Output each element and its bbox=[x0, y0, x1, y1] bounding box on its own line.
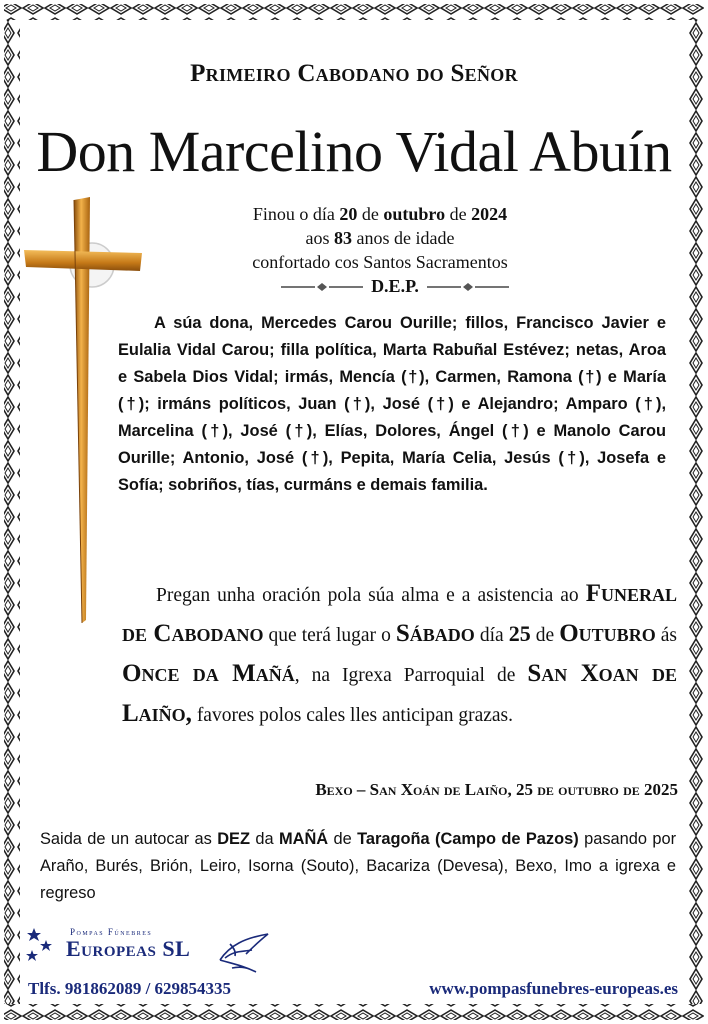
invitation-paragraph bbox=[122, 575, 677, 735]
family-paragraph: A súa dona, Mercedes Carou Ourille; fillos, Francisco Javier e Eulalia Vidal Carou; filla política, Marta Rabuñal Estévez; netas, Aroa e Sabela Dios Vidal; irmás, Mencía (†), Carmen, Ramona (†) e María (†); irmáns políticos, Juan (†), José (†) e Alejandro; Amparo (†), Marcelina (†), José (†), Elías, Dolores, Ángel (†) e Manolo Carou Ourille; Antonio, José (†), Pepita, María Celia, Jesús (†), Josefa e Sofía; sobriños, tías, curmáns e demais familia. bbox=[118, 314, 666, 494]
place-date: Bexo – San Xoán de Laiño, 25 de outubro de 2025 bbox=[315, 780, 678, 799]
event-month: Outubro bbox=[559, 620, 656, 647]
bus-paragraph bbox=[40, 826, 676, 907]
dep-label: D.E.P. bbox=[371, 276, 419, 296]
event-weekday: Sábado bbox=[395, 620, 475, 647]
text-fragment: de bbox=[530, 625, 560, 646]
text-fragment: de bbox=[357, 204, 384, 224]
death-info bbox=[200, 202, 560, 274]
text-fragment: Finou o día bbox=[252, 204, 340, 224]
text-fragment: favores polos cales lles anticipan grazas. bbox=[191, 705, 514, 726]
bus-origin: Taragoña (Campo de Pazos) bbox=[357, 830, 579, 848]
text-fragment: día bbox=[474, 625, 509, 646]
ornament-right-icon bbox=[427, 280, 509, 294]
text-fragment: aos bbox=[305, 228, 335, 248]
text-fragment: que terá lugar o bbox=[263, 625, 396, 646]
age-number: 83 bbox=[334, 228, 353, 248]
text-fragment: anos de idade bbox=[352, 228, 455, 248]
death-month: outubro bbox=[383, 204, 446, 224]
sacraments-line: confortado cos Santos Sacramentos bbox=[252, 252, 508, 272]
text-fragment: da bbox=[249, 830, 279, 848]
text-fragment: pasando por Araño, Burés, Brión, Leiro, Isorna (Souto), Bacariza (Devesa), Bexo, Imo a igrexa e regreso bbox=[40, 830, 677, 902]
death-day: 20 bbox=[339, 204, 358, 224]
deceased-name: Don Marcelino Vidal Abuín bbox=[36, 119, 672, 184]
death-year: 2024 bbox=[471, 204, 508, 224]
text-fragment: Saida de un autocar as bbox=[40, 830, 218, 848]
event-name: Funeral de Cabodano bbox=[122, 580, 677, 647]
church-name: San Xoan de Laiño, bbox=[122, 660, 678, 727]
dep-line bbox=[270, 276, 520, 297]
logo-small-text: Pompas Fúnebres bbox=[70, 927, 153, 937]
bus-hour: DEZ bbox=[217, 830, 250, 848]
event-time: Once da Mañá bbox=[122, 660, 295, 687]
bus-period: MAÑÁ bbox=[278, 830, 329, 848]
subtitle: Primeiro Cabodano do Señor bbox=[190, 60, 518, 87]
death-age bbox=[200, 226, 560, 250]
website-link[interactable]: www.pompasfunebres-europeas.es bbox=[429, 979, 678, 998]
ornament-left-icon bbox=[281, 280, 363, 294]
phone-numbers: Tlfs. 981862089 / 629854335 bbox=[28, 979, 232, 998]
text-fragment: ás bbox=[655, 625, 677, 646]
dove-icon bbox=[220, 934, 268, 972]
text-fragment: de bbox=[328, 830, 358, 848]
logo-brand-text: Europeas SL bbox=[66, 936, 191, 961]
text-fragment: , na Igrexa Parroquial de bbox=[294, 665, 528, 686]
text-fragment: Pregan unha oración pola súa alma e a asistencia ao bbox=[156, 585, 586, 606]
event-day: 25 bbox=[508, 621, 531, 646]
death-date bbox=[200, 202, 560, 226]
text-fragment: de bbox=[445, 204, 472, 224]
